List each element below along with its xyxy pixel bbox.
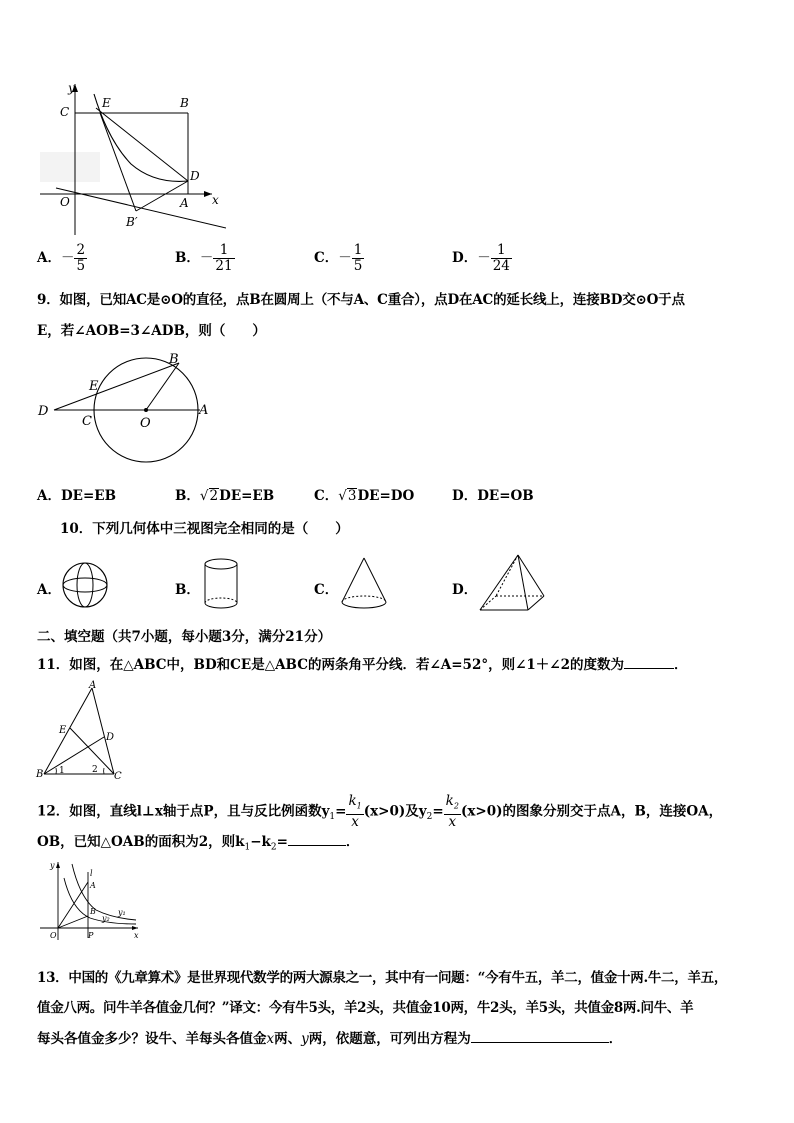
q9-stem-line1: 9．如图，已知AC是⊙O的直径，点B在圆周上（不与A、C重合），点D在AC的延长线上，连接BD交⊙O于点 — [37, 292, 685, 308]
svg-text:O: O — [50, 931, 57, 940]
svg-text:A: A — [180, 196, 189, 210]
q10-stem: 10．下列几何体中三视图完全相同的是（ ） — [60, 521, 349, 537]
q8-option-b[interactable]: B．－ $\frac{1}{21}$ — [175, 242, 233, 274]
fraction: $\frac{1}{21}$ — [215, 242, 233, 274]
q8-option-a[interactable]: A．－ $\frac{2}{5}$ — [37, 242, 86, 274]
q13-line2: 值金八两。问牛羊各值金几何？”译文：今有牛5头，羊2头，共值金10两，牛2头，羊5头，共值金8两.问牛、羊 — [37, 1000, 694, 1016]
svg-text:y: y — [50, 861, 55, 870]
svg-text:E: E — [59, 725, 67, 736]
svg-text:C: C — [114, 771, 122, 782]
q9-option-b[interactable]: B．√2DE=EB — [175, 488, 275, 504]
q10-option-b[interactable]: B． — [175, 582, 200, 598]
q9-figure — [34, 350, 214, 465]
cylinder-icon — [200, 556, 242, 612]
svg-text:A: A — [90, 881, 96, 890]
svg-text:B′: B′ — [126, 215, 138, 229]
svg-text:E: E — [102, 96, 111, 110]
q13-line3: 每头各值金多少？设牛、羊每头各值金x两、y两，依题意，可列出方程为 ． — [37, 1031, 623, 1047]
q10-option-d[interactable]: D． — [452, 582, 478, 598]
svg-text:x: x — [212, 193, 219, 207]
svg-text:2: 2 — [92, 765, 98, 775]
q9-option-c[interactable]: C．√3DE=DO — [314, 488, 415, 504]
answer-blank[interactable] — [471, 1042, 609, 1043]
svg-text:C: C — [60, 105, 70, 119]
q13-line1: 13．中国的《九章算术》是世界现代数学的两大源泉之一，其中有一问题：“今有牛五，羊二，值金十两.牛二，羊五， — [37, 970, 728, 986]
cone-icon — [338, 555, 390, 613]
q12-stem-line2: OB，已知△OAB的面积为2，则$k_1-k_2=$ ． — [37, 834, 360, 853]
svg-text:A: A — [199, 403, 209, 418]
svg-text:B: B — [90, 907, 96, 916]
q11-figure — [34, 680, 130, 784]
q8-option-d[interactable]: D．－ $\frac{1}{24}$ — [452, 242, 510, 274]
svg-text:O: O — [140, 416, 151, 431]
svg-text:P: P — [88, 931, 94, 940]
q10-option-c[interactable]: C． — [314, 582, 339, 598]
q12-figure — [36, 858, 146, 944]
q8-option-c[interactable]: C．－ $\frac{1}{5}$ — [314, 242, 363, 274]
svg-text:C: C — [82, 414, 92, 429]
svg-text:D: D — [38, 404, 49, 419]
q10-option-a[interactable]: A． — [37, 582, 61, 598]
q9-stem-line2: E，若∠AOB=3∠ADB，则（ ） — [37, 323, 266, 339]
svg-text:E: E — [89, 379, 99, 394]
q11-stem: 11．如图，在△ABC中，BD和CE是△ABC的两条角平分线．若∠A=52°，则∠1＋∠2的度数为 ． — [37, 657, 688, 673]
svg-text:y₁: y₁ — [118, 908, 126, 917]
svg-text:y₂: y₂ — [102, 914, 110, 923]
k1-over-x: $\frac{k_1}{x}$ — [348, 793, 362, 830]
fraction: $\frac{2}{5}$ — [76, 242, 86, 274]
answer-blank[interactable] — [288, 845, 346, 846]
svg-text:B: B — [169, 352, 179, 367]
svg-text:l: l — [90, 869, 93, 878]
fraction: $\frac{1}{24}$ — [492, 242, 510, 274]
q9-option-d[interactable]: D．DE=OB — [452, 488, 534, 504]
q8-figure — [36, 80, 226, 240]
fraction: $\frac{1}{5}$ — [353, 242, 363, 274]
sphere-icon — [60, 560, 110, 610]
watermark-patch — [40, 152, 100, 182]
svg-text:O: O — [60, 195, 70, 209]
svg-text:D: D — [106, 732, 115, 743]
svg-text:x: x — [134, 931, 139, 940]
svg-text:1: 1 — [59, 766, 65, 776]
svg-text:D: D — [190, 169, 200, 183]
k2-over-x: $\frac{k_2}{x}$ — [445, 793, 459, 830]
svg-text:B: B — [36, 769, 44, 780]
svg-text:y: y — [68, 81, 75, 95]
svg-text:B: B — [180, 96, 189, 110]
q12-stem-line1: 12．如图，直线l⊥x轴于点P，且与反比例函数$y_1=$ $\frac{k_1}{x}$ (x>0)及$y_2=$ $\frac{k_2}{x}$ (x>0)的图象分别交于点A，B，连接OA， — [37, 793, 723, 830]
svg-text:A: A — [89, 680, 97, 691]
section-heading: 二、填空题（共7小题，每小题3分，满分21分） — [37, 629, 332, 645]
q9-option-a[interactable]: A．DE=EB — [37, 488, 116, 504]
pyramid-icon — [476, 552, 548, 616]
answer-blank[interactable] — [624, 668, 674, 669]
